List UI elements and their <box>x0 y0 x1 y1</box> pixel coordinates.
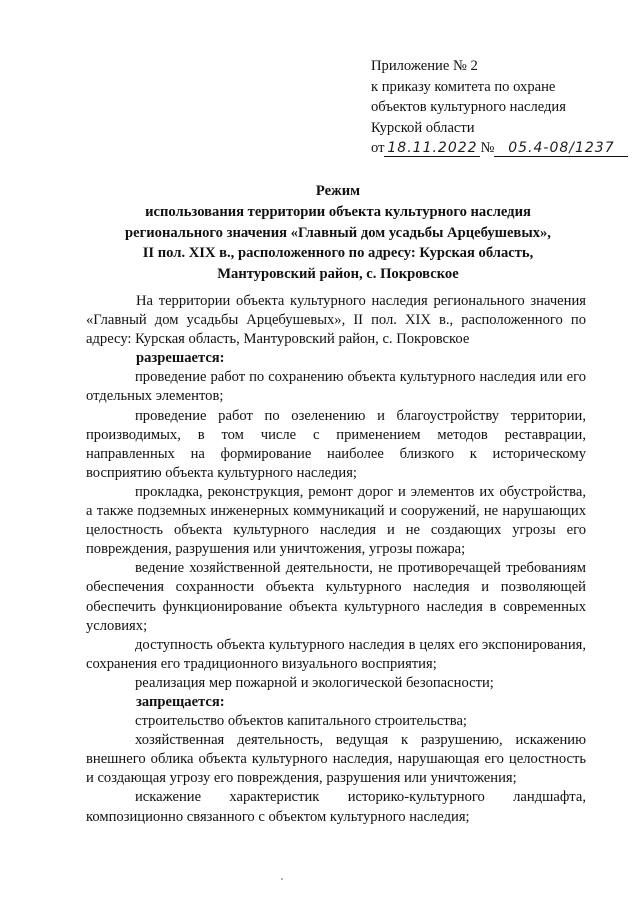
allowed-item: ведение хозяйственной деятельности, не противоречащей требованиям обеспечения сохранности объекта культурного наследия и позволяющей обеспечить функционирование объекта культурного наследия в современных условиях; <box>86 560 586 634</box>
forbidden-item: искажение характеристик историко-культурного ландшафта, композиционно связанного с объектом культурного наследия; <box>86 789 586 825</box>
appendix-region-line: Курской области <box>371 119 475 136</box>
title-line: использования территории объекта культурного наследия <box>145 203 531 220</box>
handwritten-number: 05.4-08/1237 <box>494 141 628 157</box>
appendix-committee-line: объектов культурного наследия <box>371 99 566 115</box>
allowed-item: доступность объекта культурного наследия в целях его экспонирования, сохранения его традиционного визуального восприятия; <box>86 636 586 672</box>
title-line: Режим <box>315 183 361 199</box>
scan-speck <box>281 878 283 880</box>
forbidden-heading: запрещается: <box>136 693 225 710</box>
order-date-number <box>371 138 631 159</box>
appendix-header <box>371 56 631 159</box>
forbidden-item: строительство объектов капитального строительства; <box>135 713 467 730</box>
title-line: регионального значения «Главный дом усадьбы Арцебушевых», <box>125 224 551 241</box>
allowed-heading: разрешается: <box>136 350 225 367</box>
document-body <box>86 292 586 827</box>
forbidden-item: хозяйственная деятельность, ведущая к разрушению, искажению внешнего облика объекта культурного наследия, нарушающая его целостность и создающая угрозу его повреждения, разрушения или уничтожения; <box>86 732 586 787</box>
handwritten-date: 18.11.2022 <box>384 141 480 157</box>
allowed-item: проведение работ по озеленению и благоустройству территории, производимых, в том числе с применением методов реставрации, направленных на формирование наиболее близкого к историческому восприятию объекта культурного наследия; <box>86 407 586 481</box>
appendix-number: Приложение № 2 <box>371 58 478 74</box>
allowed-item: прокладка, реконструкция, ремонт дорог и элементов их обустройства, а также подземных инженерных коммуникаций и сооружений, не нарушающих целостность объекта культурного наследия и не создающих угрозы его повреждения, разрушения или уничтожения, угрозы пожара; <box>86 483 586 558</box>
document-title <box>100 181 576 285</box>
allowed-item: проведение работ по сохранению объекта культурного наследия или его отдельных элементов; <box>86 369 586 405</box>
appendix-order-line: к приказу комитета по охране <box>371 78 556 95</box>
number-sign: № <box>480 140 495 156</box>
intro-paragraph: На территории объекта культурного наследия регионального значения «Главный дом усадьбы Арцебушевых», II пол. XIX в., расположенного по адресу: Курская область, Мантуровский район, с. Покровское <box>86 293 586 348</box>
allowed-item: реализация мер пожарной и экологической безопасности; <box>135 674 494 691</box>
title-line: Мантуровский район, с. Покровское <box>217 266 459 283</box>
title-line: II пол. XIX в., расположенного по адресу: Курская область, <box>142 245 534 262</box>
from-prefix: от <box>371 140 385 156</box>
